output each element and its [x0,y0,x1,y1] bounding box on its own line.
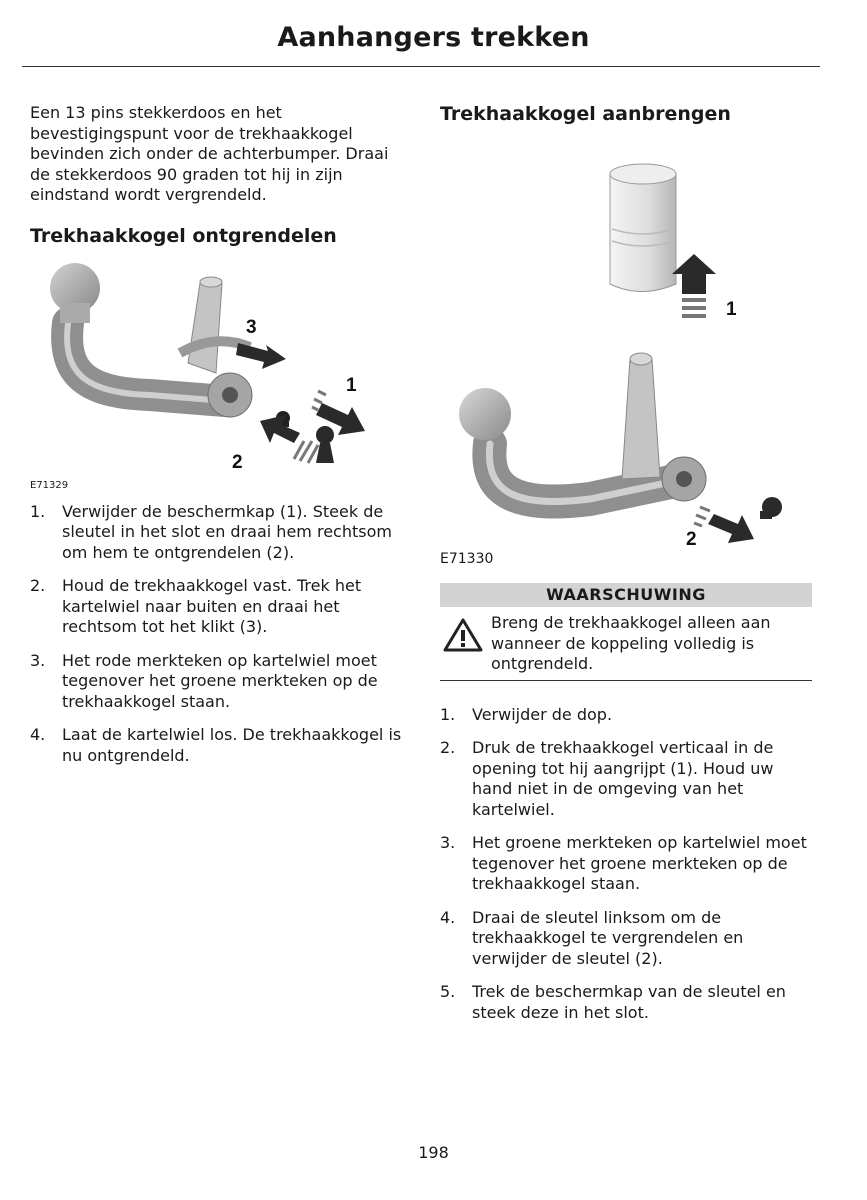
intro-paragraph: Een 13 pins stekkerdoos en het bevestigingspunt voor de trekhaakkogel bevinden zich onder de achterbumper. Draai de stekkerdoos 90 graden tot hij in zijn eindstand wordt vergrendeld. [30,103,389,204]
list-item: 4. Laat de kartelwiel los. De trekhaakkogel is nu ontgrendeld. [30,725,402,765]
warning-body [440,607,812,681]
key-cap-icon [760,497,782,519]
protective-cap-cylinder [610,164,676,292]
list-item: 1. Verwijder de beschermkap (1). Steek de sleutel in het slot en draai hem rechtsom om hem te ontgrendelen (2). [30,501,392,562]
post-top [200,277,222,287]
section-heading-unlock: Trekhaakkogel ontgrendelen [30,224,337,247]
right-column [440,103,812,1036]
page-number: 198 [418,1143,449,1162]
list-item: 3. Het rode merkteken op kartelwiel moet tegenover het groene merkteken op de trekhaakkogel staan. [30,650,378,711]
knurled-wheel [208,373,252,417]
up-arrow-1 [672,254,716,316]
knurled-wheel [662,457,706,501]
mount-steps [440,705,812,1024]
callout-2: 2 [686,529,697,549]
figure-code-right: E71330 [440,551,494,567]
left-column [30,103,405,779]
post-top [630,353,652,365]
mounting-post [622,359,660,479]
callout-3: 3 [246,316,257,338]
page-title: Aanhangers trekken [277,22,590,53]
warning-box [440,583,812,681]
list-item: 2. Houd de trekhaakkogel vast. Trek het kartelwiel naar buiten en draai het rechtsom tot het klikt (3). [30,576,362,636]
down-arrow-2 [694,507,754,543]
callout-1: 1 [726,299,737,320]
list-item: 3. Het groene merkteken op kartelwiel moet tegenover het groene merkteken op de trekhaakkogel staan. [440,833,807,893]
section-heading-mount: Trekhaakkogel aanbrengen [440,103,731,125]
list-item: 2. Druk de trekhaakkogel verticaal in de opening tot hij aangrijpt (1). Houd uw hand niet in de omgeving van het kartelwiel. [440,738,774,819]
rotate-arrow-3 [236,343,286,369]
unlock-illustration [30,263,380,478]
title-divider [22,66,820,67]
warning-text: Breng de trekhaakkogel alleen aan wanneer de koppeling volledig is ontgrendeld. [491,613,771,673]
list-item: 1. Verwijder de dop. [440,704,613,724]
warning-triangle-icon [442,617,484,653]
callout-2: 2 [232,451,243,473]
key-icon [316,426,334,463]
warning-title: WAARSCHUWING [440,583,812,607]
figure-code-left: E71329 [30,479,69,491]
callout-1: 1 [346,374,357,396]
mounting-post [188,283,222,373]
mount-illustration [440,159,812,549]
tow-ball [459,388,511,440]
list-item: 5. Trek de beschermkap van de sleutel en steek deze in het slot. [440,982,786,1022]
unlock-steps [30,502,405,767]
list-item: 4. Draai de sleutel linksom om de trekhaakkogel te vergrendelen en verwijder de sleutel (2). [440,907,744,968]
